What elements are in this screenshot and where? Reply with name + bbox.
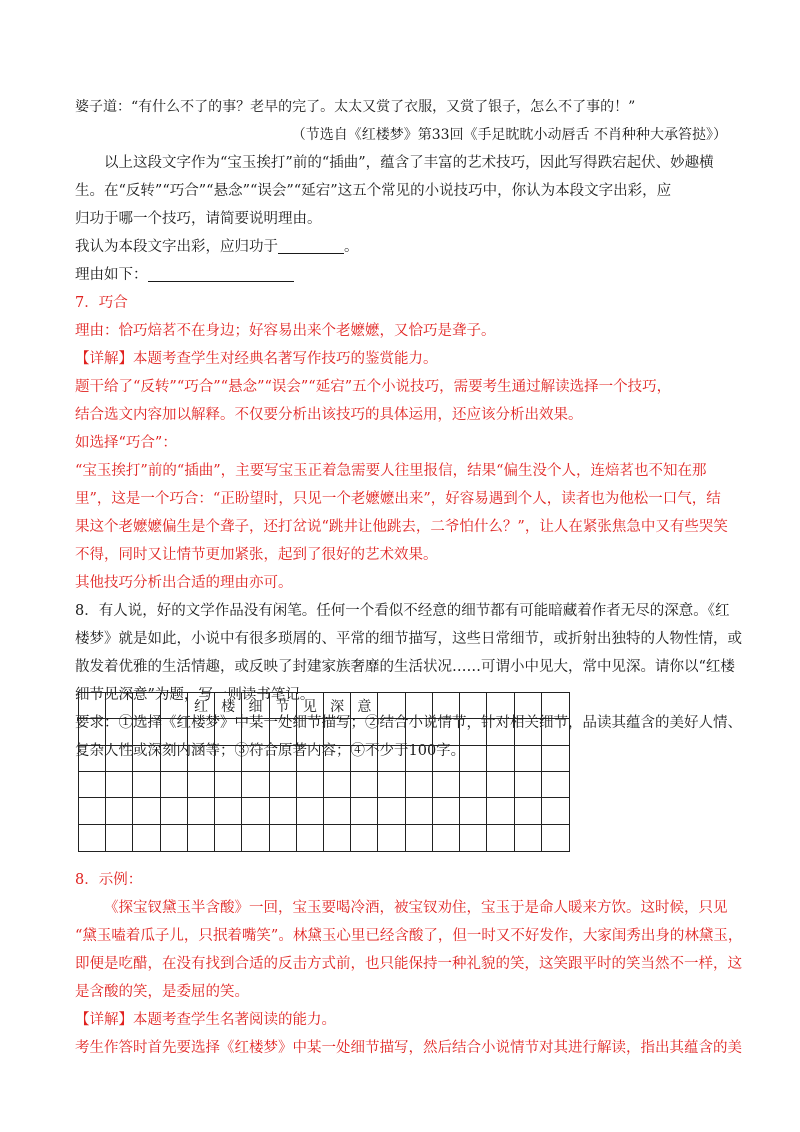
grid-cell[interactable]: [79, 798, 106, 824]
grid-cell[interactable]: [378, 772, 405, 798]
grid-cell[interactable]: [188, 772, 215, 798]
grid-cell[interactable]: [515, 798, 542, 824]
a7-heading: 7．巧合: [75, 295, 128, 311]
grid-cell[interactable]: [324, 798, 351, 824]
grid-cell[interactable]: [542, 772, 569, 798]
grid-cell[interactable]: [297, 798, 324, 824]
a8-detail-line: 考生作答时首先要选择《红楼梦》中某一处细节描写，然后结合小说情节对其进行解读，指出其蕴含的美: [75, 1040, 742, 1056]
grid-cell[interactable]: [242, 719, 269, 745]
grid-cell[interactable]: [378, 798, 405, 824]
grid-cell[interactable]: [106, 798, 133, 824]
grid-cell[interactable]: [487, 719, 514, 745]
grid-cell[interactable]: [133, 825, 160, 851]
q8-requirement: 要求：①选择《红楼梦》中某一处细节描写；②结合小说情节，针对相关细节，品读其蕴含的美好人情、: [75, 715, 742, 731]
grid-cell[interactable]: [406, 772, 433, 798]
answer-blank[interactable]: [278, 237, 344, 254]
grid-cell[interactable]: [297, 719, 324, 745]
grid-title-char[interactable]: 意: [351, 693, 378, 719]
grid-cell[interactable]: [433, 693, 460, 719]
grid-cell[interactable]: [215, 798, 242, 824]
grid-cell[interactable]: [242, 746, 269, 772]
grid-cell[interactable]: [515, 825, 542, 851]
grid-cell[interactable]: [297, 825, 324, 851]
grid-cell[interactable]: [351, 746, 378, 772]
q8-line: 楼梦》就是如此，小说中有很多琐屑的、平常的细节描写，这些日常细节，或折射出独特的人物性情，或: [75, 631, 742, 647]
grid-cell[interactable]: [297, 746, 324, 772]
grid-cell[interactable]: [79, 772, 106, 798]
grid-cell[interactable]: [133, 746, 160, 772]
grid-cell[interactable]: [188, 798, 215, 824]
answer-8-section: [75, 866, 743, 1062]
grid-title-char[interactable]: 细: [242, 693, 269, 719]
grid-cell[interactable]: [460, 693, 487, 719]
q7-paragraph-1: 以上这段文字作为“宝玉挨打”前的“插曲”，蕴含了丰富的艺术技巧，因此写得跌宕起伏、妙趣横: [104, 155, 714, 171]
grid-cell[interactable]: [215, 719, 242, 745]
grid-cell[interactable]: [460, 825, 487, 851]
fill-prefix: 理由如下：: [75, 267, 148, 283]
grid-cell[interactable]: [460, 772, 487, 798]
q8-requirement: 复杂人性或深刻内涵等；③符合原著内容；④不少于100字。: [75, 743, 466, 759]
grid-cell[interactable]: [460, 746, 487, 772]
grid-cell[interactable]: [487, 746, 514, 772]
grid-cell[interactable]: [215, 825, 242, 851]
grid-cell[interactable]: [542, 825, 569, 851]
grid-cell[interactable]: [270, 825, 297, 851]
a7-reason: 理由：恰巧焙茗不在身边；好容易出来个老嬷嬷，又恰巧是聋子。: [75, 323, 496, 339]
grid-cell[interactable]: [515, 746, 542, 772]
grid-cell[interactable]: [515, 772, 542, 798]
grid-cell[interactable]: [79, 746, 106, 772]
grid-cell[interactable]: [351, 719, 378, 745]
grid-cell[interactable]: [106, 719, 133, 745]
grid-cell[interactable]: [406, 693, 433, 719]
grid-cell[interactable]: [542, 693, 569, 719]
grid-cell[interactable]: [106, 693, 133, 719]
q7-fill-line-1: [75, 233, 727, 261]
q7-paragraph-2: 生。在“反转”“巧合”“悬念”“误会”“延宕”这五个常见的小说技巧中，你认为本段文字出彩，应: [75, 183, 672, 199]
a8-heading: 8．示例：: [75, 872, 143, 888]
grid-cell[interactable]: [433, 719, 460, 745]
grid-cell[interactable]: [433, 798, 460, 824]
grid-cell[interactable]: [270, 746, 297, 772]
a7-detail-label: 【详解】本题考查学生对经典名著写作技巧的鉴赏能力。: [75, 351, 438, 367]
a7-detail-line: 果这个老嬷嬷偏生是个聋子，还打岔说“跳井让他跳去，二爷怕什么？”，让人在紧张焦急中又有些哭笑: [75, 519, 728, 535]
grid-cell[interactable]: [324, 746, 351, 772]
q8-line: 细节见深意”为题，写一则读书笔记。: [75, 687, 315, 703]
grid-title-char[interactable]: 见: [297, 693, 324, 719]
grid-cell[interactable]: [161, 746, 188, 772]
grid-cell[interactable]: [487, 772, 514, 798]
grid-cell[interactable]: [133, 693, 160, 719]
grid-cell[interactable]: [297, 772, 324, 798]
grid-cell[interactable]: [270, 798, 297, 824]
grid-cell[interactable]: [270, 719, 297, 745]
grid-cell[interactable]: [270, 772, 297, 798]
grid-cell[interactable]: [378, 719, 405, 745]
fill-prefix: 我认为本段文字出彩，应归功于: [75, 239, 278, 255]
grid-cell[interactable]: [161, 825, 188, 851]
grid-cell[interactable]: [487, 693, 514, 719]
grid-cell[interactable]: [106, 772, 133, 798]
grid-cell[interactable]: [188, 719, 215, 745]
grid-cell[interactable]: [378, 693, 405, 719]
q7-fill-line-2: [75, 261, 727, 289]
grid-cell[interactable]: [133, 719, 160, 745]
a7-detail-line: 结合选文内容加以解释。不仅要分析出该技巧的具体运用，还应该分析出效果。: [75, 407, 583, 423]
grid-cell[interactable]: [324, 825, 351, 851]
grid-cell[interactable]: [351, 772, 378, 798]
grid-cell[interactable]: [79, 825, 106, 851]
grid-cell[interactable]: [433, 772, 460, 798]
grid-title-char[interactable]: 红: [188, 693, 215, 719]
source-citation: （节选自《红楼梦》第33回《手足眈眈小动唇舌 不肖种种大承笞挞》）: [291, 127, 727, 143]
grid-cell[interactable]: [542, 746, 569, 772]
grid-cell[interactable]: [161, 693, 188, 719]
grid-cell[interactable]: [215, 746, 242, 772]
grid-cell[interactable]: [188, 825, 215, 851]
grid-cell[interactable]: [324, 719, 351, 745]
q7-paragraph-3: 归功于哪一个技巧，请简要说明理由。: [75, 211, 322, 227]
a8-example-line: 即便是吃醋，在没有找到合适的反击方式前，也只能保持一种礼貌的笑，这笑跟平时的笑当然不一样，这: [75, 956, 742, 972]
a7-detail-line: 不得，同时又让情节更加紧张，起到了很好的艺术效果。: [75, 547, 438, 563]
grid-cell[interactable]: [487, 798, 514, 824]
a7-detail-line: 其他技巧分析出合适的理由亦可。: [75, 575, 293, 591]
grid-cell[interactable]: [433, 825, 460, 851]
grid-cell[interactable]: [460, 719, 487, 745]
grid-cell[interactable]: [351, 825, 378, 851]
grid-cell[interactable]: [242, 825, 269, 851]
grid-cell[interactable]: [515, 719, 542, 745]
grid-cell[interactable]: [242, 772, 269, 798]
grid-cell[interactable]: [106, 746, 133, 772]
grid-cell[interactable]: [433, 746, 460, 772]
writing-grid[interactable]: [78, 692, 570, 852]
a7-detail-line: “宝玉挨打”前的“插曲”，主要写宝玉正着急需要人往里报信，结果“偏生没个人，连焙茗也不知在那: [75, 463, 707, 479]
a8-example-line: “黛玉嗑着瓜子儿，只抿着嘴笑”。林黛玉心里已经含酸了，但一时又不好发作，大家闺秀出身的林黛玉，: [75, 928, 743, 944]
dialogue-line: 婆子道：“有什么不了的事？老早的完了。太太又赏了衣服，又赏了银子，怎么不了事的！”: [75, 99, 636, 115]
grid-cell[interactable]: [378, 746, 405, 772]
grid-cell[interactable]: [460, 798, 487, 824]
grid-cell[interactable]: [487, 825, 514, 851]
a7-detail-line: 里”，这是一个巧合：“正盼望时，只见一个老嬷嬷出来”，好容易遇到个人，读者也为他松一口气，结: [75, 491, 721, 507]
grid-cell[interactable]: [406, 746, 433, 772]
fill-suffix: 。: [344, 239, 359, 255]
grid-cell[interactable]: [133, 772, 160, 798]
grid-cell[interactable]: [515, 693, 542, 719]
grid-cell[interactable]: [133, 798, 160, 824]
q8-line: 散发着优雅的生活情趣，或反映了封建家族奢靡的生活状况……可谓小中见大，常中见深。请你以“红楼: [75, 659, 735, 675]
q8-line: 8．有人说，好的文学作品没有闲笔。任何一个看似不经意的细节都有可能暗藏着作者无尽的深意。《红: [75, 603, 730, 619]
grid-cell[interactable]: [324, 772, 351, 798]
document-page: [75, 93, 742, 765]
grid-title-char[interactable]: 深: [324, 693, 351, 719]
grid-cell[interactable]: [161, 798, 188, 824]
grid-cell[interactable]: [542, 719, 569, 745]
grid-cell[interactable]: [188, 746, 215, 772]
grid-cell[interactable]: [106, 825, 133, 851]
grid-cell[interactable]: [161, 772, 188, 798]
grid-cell[interactable]: [406, 825, 433, 851]
reason-blank[interactable]: [148, 265, 294, 282]
grid-cell[interactable]: [378, 825, 405, 851]
grid-cell[interactable]: [161, 719, 188, 745]
grid-cell[interactable]: [242, 798, 269, 824]
grid-cell[interactable]: [79, 719, 106, 745]
grid-cell[interactable]: [79, 693, 106, 719]
a8-detail-label: 【详解】本题考查学生名著阅读的能力。: [75, 1012, 336, 1028]
grid-cell[interactable]: [406, 719, 433, 745]
grid-cell[interactable]: [215, 772, 242, 798]
grid-cell[interactable]: [406, 798, 433, 824]
a8-example-line: 《探宝钗黛玉半含酸》一回，宝玉要喝冷酒，被宝钗劝住，宝玉于是命人暖来方饮。这时候，只见: [104, 900, 728, 916]
grid-cell[interactable]: [542, 798, 569, 824]
grid-title-char[interactable]: 楼: [215, 693, 242, 719]
grid-title-char[interactable]: 节: [270, 693, 297, 719]
a7-detail-line: 如选择“巧合”：: [75, 435, 177, 451]
grid-cell[interactable]: [351, 798, 378, 824]
a7-detail-line: 题干给了“反转”“巧合”“悬念”“误会”“延宕”五个小说技巧，需要考生通过解读选择一个技巧，: [75, 379, 672, 395]
a8-example-line: 是含酸的笑，是委屈的笑。: [75, 984, 249, 1000]
